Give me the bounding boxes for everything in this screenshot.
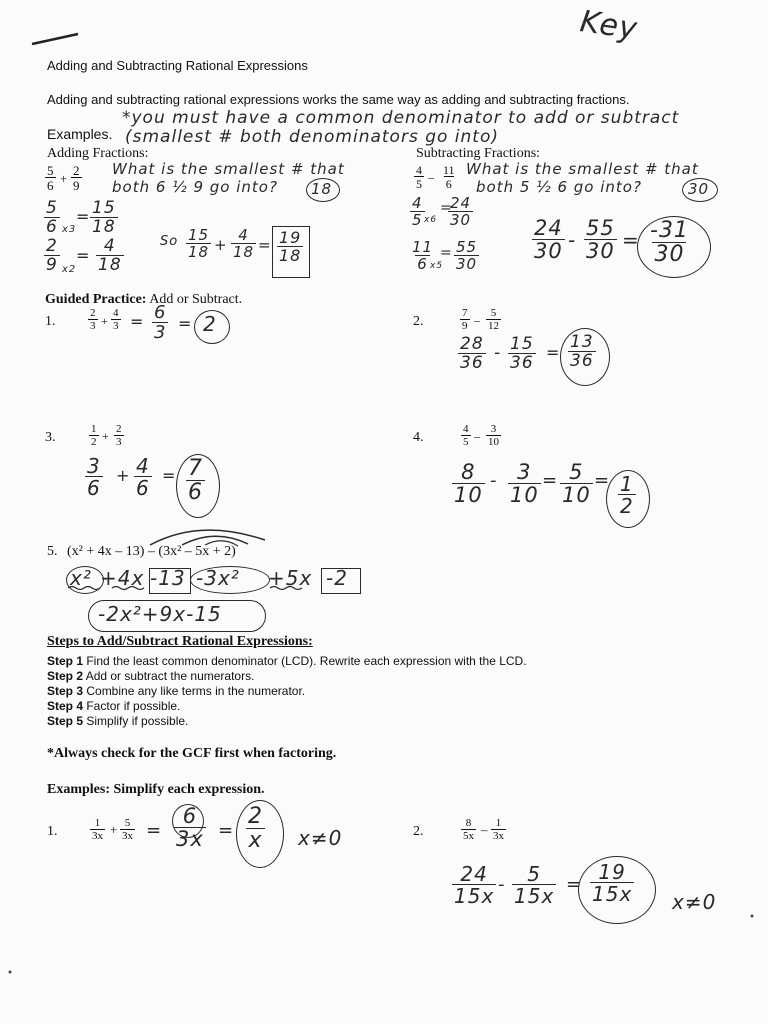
- fraction: $\frac{5}{6}$: [46, 198, 58, 237]
- fraction: $\frac{7}{9}$: [462, 307, 468, 332]
- fraction: $\frac{5}{12}$: [488, 307, 499, 332]
- minus-sign: –: [428, 170, 434, 184]
- minus-sign: -: [494, 343, 502, 363]
- multiplier: x2: [62, 264, 77, 275]
- guided-practice-heading: [45, 292, 242, 308]
- term: -2: [326, 566, 348, 590]
- problem-number: 4.: [413, 430, 424, 445]
- key-note: Key: [577, 4, 640, 47]
- fraction: $\frac{2}{3}$: [116, 423, 122, 448]
- multiplier: x3: [62, 224, 77, 235]
- step-text: Combine any like terms in the numerator.: [83, 684, 306, 698]
- fraction: $\frac{3}{10}$: [488, 423, 499, 448]
- equals-sign: =: [440, 245, 453, 261]
- hand-note: both 5 ½ 6 go into?: [476, 178, 642, 196]
- problem-number: 1.: [45, 314, 56, 329]
- plus-sign: +: [116, 466, 131, 485]
- plus-sign: +: [110, 822, 118, 837]
- fraction: $\frac{28}{36}$: [460, 334, 484, 373]
- step-item: [47, 684, 305, 698]
- page-title: Adding and Subtracting Rational Expressions: [47, 58, 308, 73]
- answer-fraction: $\frac{19}{15x}$: [592, 860, 633, 906]
- equals-sign: =: [146, 820, 163, 841]
- hand-note-common-denominator: *you must have a common denominator to add or subtract: [122, 108, 680, 128]
- answer-fraction: $\frac{7}{6}$: [188, 456, 203, 505]
- examples-label: Examples.: [47, 126, 113, 142]
- equals-sign: =: [622, 228, 640, 252]
- so-label: So: [160, 234, 179, 249]
- multiplier: x5: [430, 261, 444, 271]
- lcd-value: 30: [688, 180, 710, 198]
- equals-sign: =: [76, 246, 91, 265]
- fraction: $\frac{1}{3x}$: [92, 817, 103, 842]
- fraction: $\frac{5}{10}$: [562, 460, 591, 507]
- step-label: Step 5: [47, 714, 84, 728]
- guided-practice-label: Guided Practice:: [45, 292, 147, 307]
- term: -13: [150, 566, 186, 590]
- restriction-note: x≠0: [672, 890, 717, 914]
- lcd-value: 18: [311, 180, 333, 198]
- multiplier: x6: [424, 215, 438, 225]
- restriction-note: x≠0: [298, 826, 343, 850]
- answer-fraction: $\frac{-31}{30}$: [650, 218, 689, 267]
- step-label: Step 2: [47, 669, 84, 683]
- fraction: $\frac{4}{6}$: [136, 454, 150, 500]
- step-label: Step 1: [47, 654, 84, 668]
- fraction: $\frac{4}{18}$: [98, 236, 122, 275]
- step-item: [47, 669, 254, 683]
- hand-note-smallest: (smallest # both denominators go into): [125, 127, 499, 147]
- minus-sign: -: [568, 228, 577, 252]
- fraction: $\frac{4}{3}$: [113, 307, 119, 332]
- fraction: $\frac{15}{18}$: [188, 226, 210, 261]
- fraction: $\frac{6}{3x}$: [176, 804, 204, 851]
- problem-number: 2.: [413, 314, 424, 329]
- plus-sign: +: [214, 236, 228, 254]
- equals-sign: =: [130, 312, 145, 331]
- fraction: $\frac{4}{18}$: [233, 226, 255, 261]
- step-text: Add or subtract the numerators.: [83, 669, 255, 683]
- equals-sign: =: [440, 200, 453, 216]
- fraction: $\frac{3}{6}$: [87, 454, 101, 500]
- intro-text: Adding and subtracting rational expressions works the same way as adding and subtracting fractions.: [47, 92, 630, 107]
- plus-sign: +: [102, 429, 109, 443]
- steps-title: Steps to Add/Subtract Rational Expressions:: [47, 634, 313, 649]
- hand-note: both 6 ½ 9 go into?: [112, 178, 278, 196]
- examples-simplify-heading: Examples: Simplify each expression.: [47, 782, 265, 797]
- step-item: [47, 699, 180, 713]
- fraction: $\frac{5}{3x}$: [122, 817, 133, 842]
- hand-note: What is the smallest # that: [112, 160, 345, 178]
- step-item: [47, 714, 188, 728]
- term: +4x: [100, 566, 145, 590]
- step-text: Find the least common denominator (LCD). Rewrite each expression with the LCD.: [83, 654, 527, 668]
- hand-note: What is the smallest # that: [466, 160, 699, 178]
- equals-sign: =: [542, 470, 559, 491]
- answer-fraction: $\frac{19}{18}$: [279, 228, 302, 265]
- fraction: $\frac{6}{3}$: [154, 302, 167, 343]
- equals-sign: =: [594, 470, 611, 491]
- fraction: $\frac{24}{15x}$: [454, 862, 495, 908]
- answer-fraction: $\frac{2}{x}$: [248, 804, 263, 853]
- step-text: Simplify if possible.: [83, 714, 189, 728]
- fraction: $\frac{15}{18}$: [92, 198, 116, 237]
- fraction: $\frac{24}{30}$: [450, 194, 472, 229]
- fraction: $\frac{24}{30}$: [534, 216, 563, 263]
- equals-sign: =: [162, 466, 177, 485]
- subtracting-fractions-label: Subtracting Fractions:: [416, 146, 541, 161]
- equals-sign: =: [258, 236, 272, 254]
- minus-sign: –: [481, 822, 488, 837]
- fraction: $\frac{1}{2}$: [91, 423, 97, 448]
- fraction: $\frac{2}{3}$: [90, 307, 96, 332]
- fraction: $\frac{55}{30}$: [586, 216, 615, 263]
- answer-value: -2x²+9x-15: [98, 602, 222, 626]
- minus-sign: -: [490, 470, 498, 491]
- gcf-note: *Always check for the GCF first when factoring.: [47, 746, 337, 761]
- fraction: $\frac{2}{9}$: [73, 163, 80, 193]
- plus-sign: +: [60, 171, 68, 186]
- fraction: $\frac{3}{10}$: [510, 460, 539, 507]
- fraction: $\frac{2}{9}$: [46, 236, 58, 275]
- step-label: Step 4: [47, 699, 84, 713]
- minus-sign: –: [474, 429, 480, 443]
- problem-number: 1.: [47, 824, 58, 839]
- fraction: $\frac{15}{36}$: [510, 334, 534, 373]
- answer-value: 2: [203, 312, 217, 336]
- problem-expression: (x² + 4x – 13) – (3x² – 5x + 2): [67, 544, 236, 559]
- guided-practice-instruction: Add or Subtract.: [149, 292, 243, 307]
- minus-sign: -: [498, 874, 506, 895]
- fraction: $\frac{4}{5}$: [416, 163, 422, 191]
- fraction: $\frac{4}{5}$: [463, 423, 469, 448]
- fraction: $\frac{4}{5}$: [412, 194, 423, 229]
- fraction: $\frac{5}{6}$: [47, 163, 54, 193]
- step-item: [47, 654, 527, 668]
- answer-fraction: $\frac{13}{36}$: [570, 332, 594, 371]
- equals-sign: =: [178, 314, 193, 333]
- fraction: $\frac{5}{15x}$: [514, 862, 555, 908]
- answer-fraction: $\frac{1}{2}$: [620, 472, 634, 518]
- fraction: $\frac{8}{10}$: [454, 460, 483, 507]
- minus-sign: –: [474, 313, 480, 327]
- step-label: Step 3: [47, 684, 84, 698]
- equals-sign: =: [76, 207, 91, 226]
- equals-sign: =: [566, 874, 583, 895]
- fraction: $\frac{11}{6}$: [443, 163, 455, 191]
- problem-number: 5.: [47, 544, 58, 559]
- term: -3x²: [196, 566, 240, 590]
- problem-number: 2.: [413, 824, 424, 839]
- equals-sign: =: [218, 820, 235, 841]
- term: +5x: [268, 566, 313, 590]
- fraction: $\frac{11}{6}$: [412, 238, 434, 273]
- fraction: $\frac{8}{5x}$: [463, 817, 474, 842]
- adding-fractions-label: Adding Fractions:: [47, 146, 149, 161]
- step-text: Factor if possible.: [83, 699, 181, 713]
- fraction: $\frac{1}{3x}$: [493, 817, 504, 842]
- term: x²: [70, 566, 92, 590]
- equals-sign: =: [546, 343, 561, 362]
- fraction: $\frac{55}{30}$: [456, 238, 478, 273]
- plus-sign: +: [101, 314, 108, 328]
- problem-number: 3.: [45, 430, 56, 445]
